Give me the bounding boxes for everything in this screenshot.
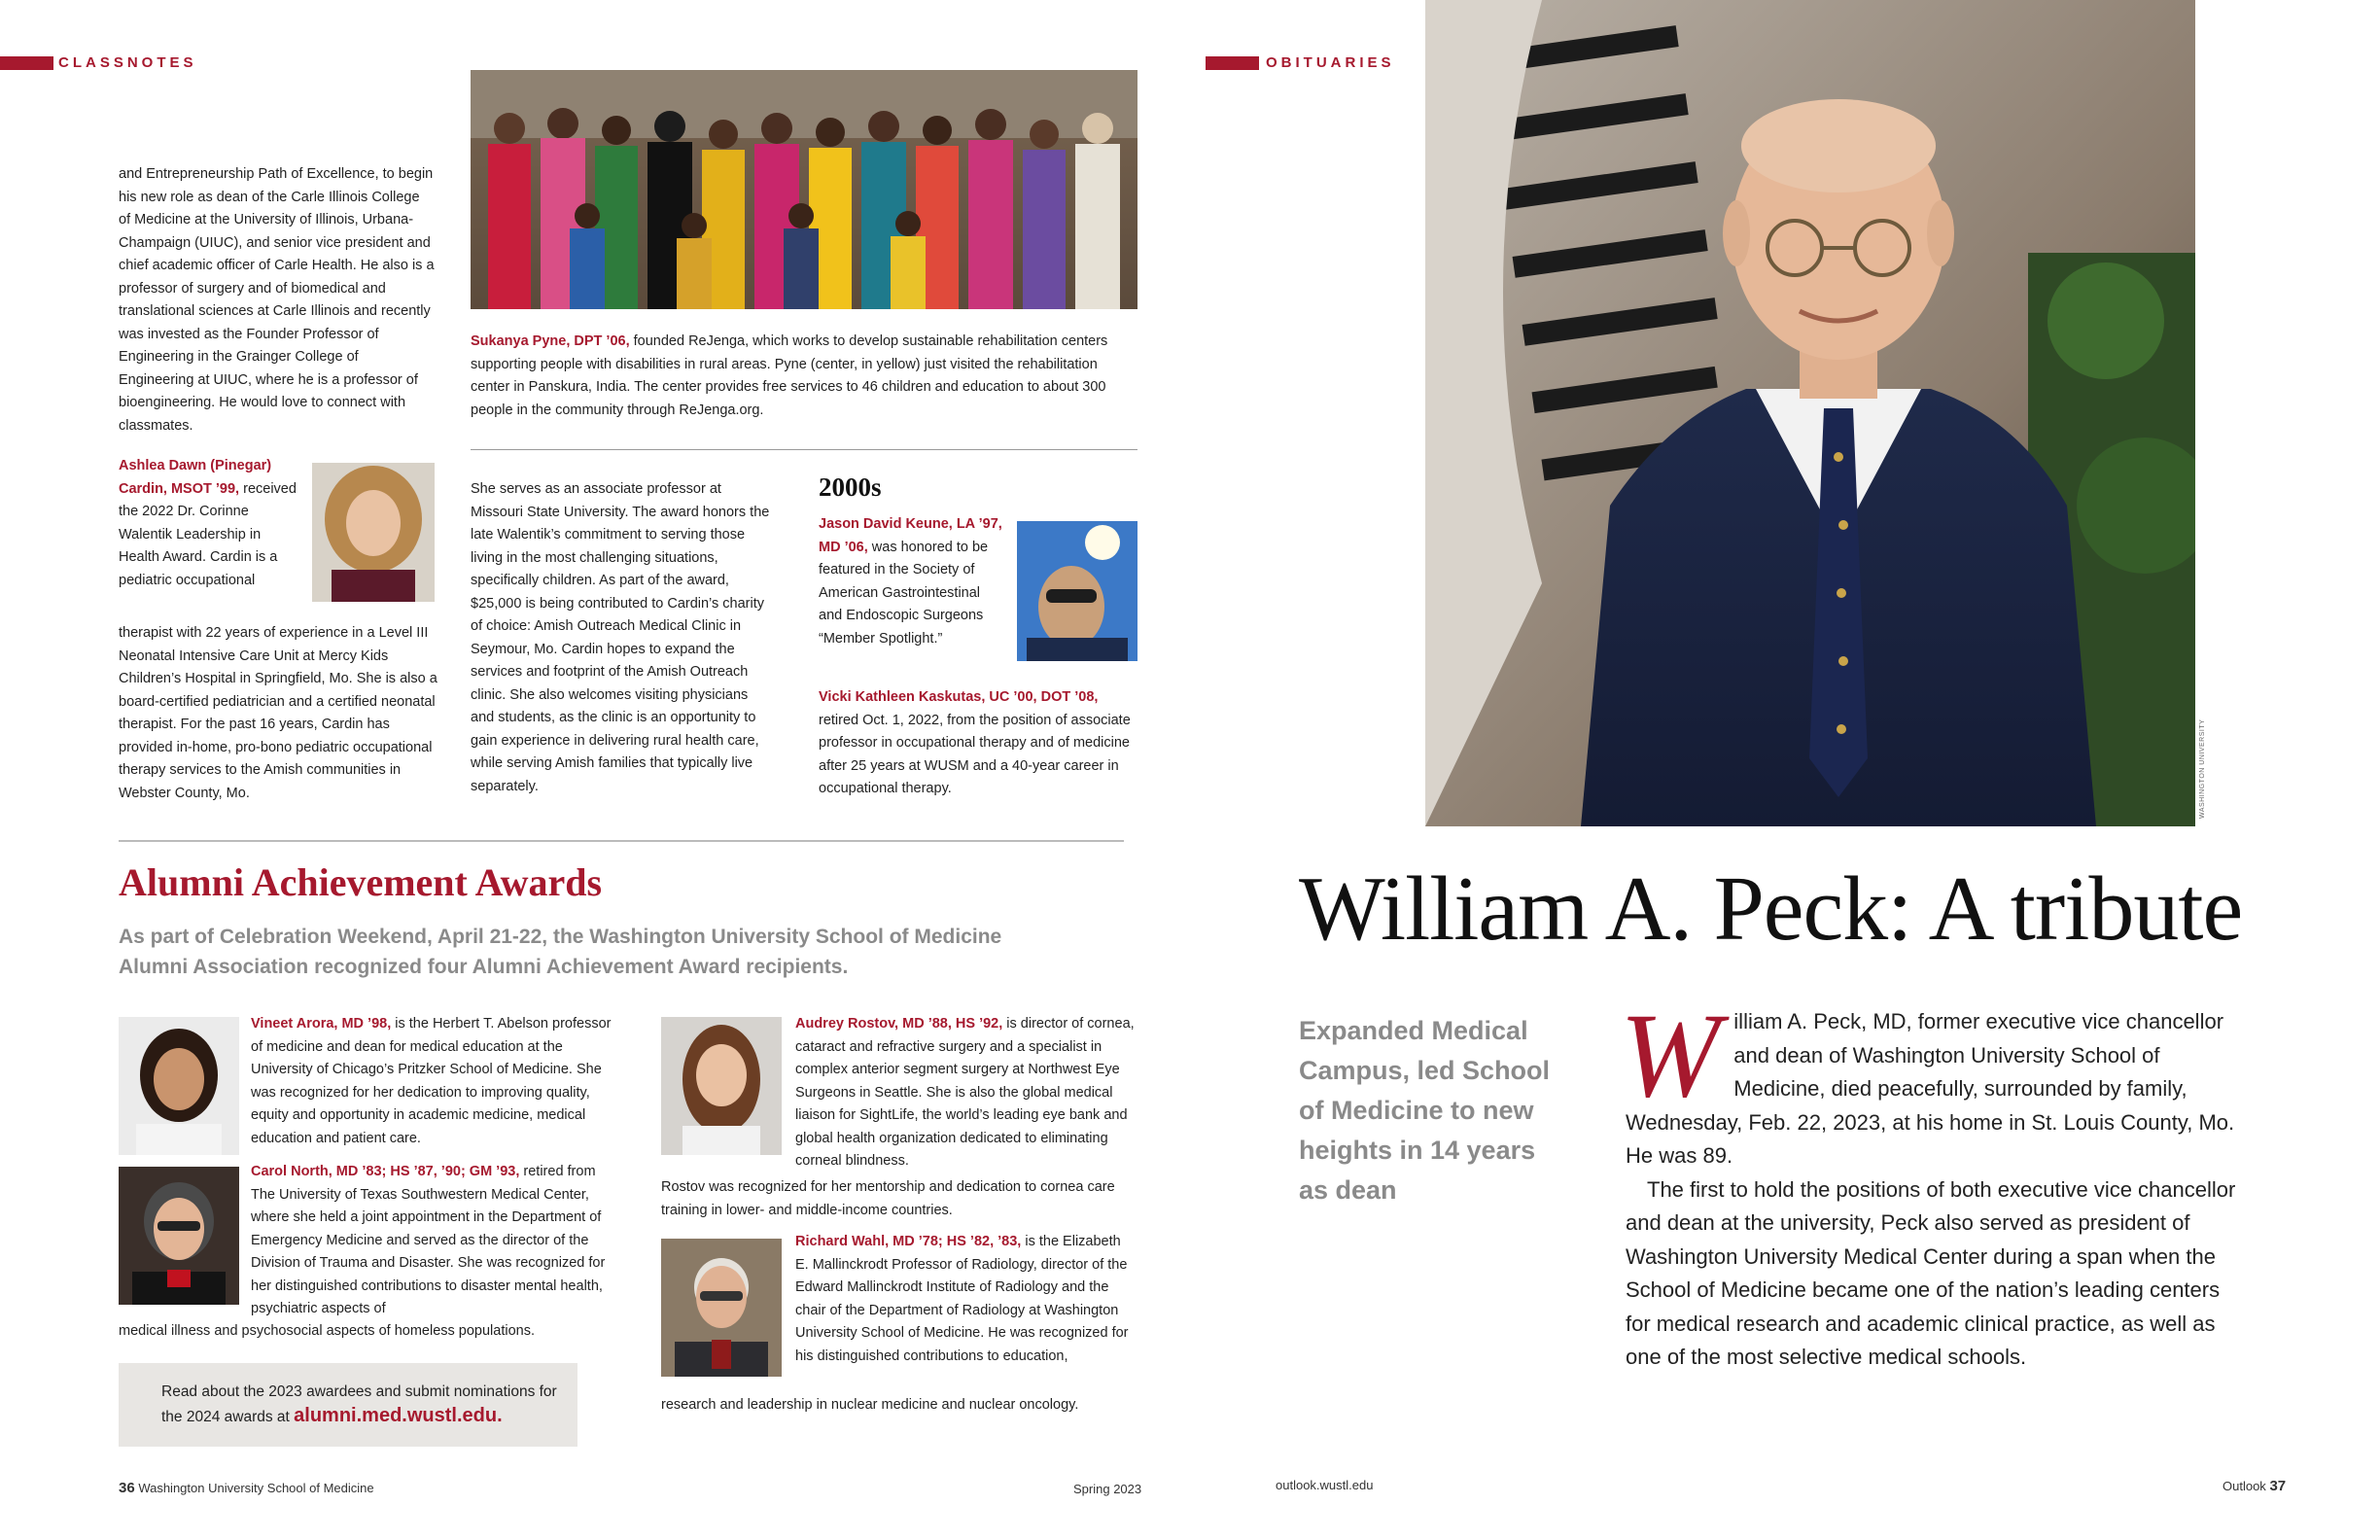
alumni-site-link[interactable]: alumni.med.wustl.edu. — [294, 1405, 503, 1426]
arora-text: is the Herbert T. Abelson professor of medicine and dean for medical education at the University of Chicago’s Pritzker School of Medicine. She was recognized for her dedication to improving quality, equity and opportunity in academic medicine, medical education and patient care. — [251, 1016, 612, 1146]
right-page-number: 37 — [2269, 1478, 2287, 1494]
wahl-portrait-image — [661, 1239, 782, 1377]
callout-text: Read about the 2023 awardees and submit nominations for the 2024 awards at — [161, 1383, 557, 1425]
kaskutas-entry — [819, 686, 1139, 801]
wahl-text: is the Elizabeth E. Mallinckrodt Professor of Radiology, director of the Edward Mallinckrodt Institute of Radiology and the chair of the Department of Radiology at Washington University School of Medicine. He was recognized for his distinguished contributions to education, — [795, 1234, 1129, 1364]
kaskutas-text: retired Oct. 1, 2022, from the position of associate professor in occupational therapy and of medicine after 25 years at WUSM and a 40-year career in occupational therapy. — [819, 712, 1131, 796]
awards-heading: Alumni Achievement Awards — [119, 860, 603, 904]
tribute-para-1: illiam A. Peck, MD, former executive vice chancellor and dean of Washington University School of Medicine, died peacefully, surrounded by family, Wednesday, Feb. 22, 2023, at his home in St. Louis County, Mo. He was 89. — [1626, 1009, 2235, 1168]
keune-name: Jason David Keune, LA ’97, MD ’06, — [819, 516, 1002, 555]
left-footer-issue: Spring 2023 — [1073, 1482, 1142, 1496]
callout-text-line — [161, 1381, 570, 1429]
intro-text: and Entrepreneurship Path of Excellence, to begin his new role as dean of the Carle Illinois College of Medicine at the University of Illinois, Urbana-Champaign (UIUC), and senior vice president and chief academic officer of Carle Health. He also is a professor of surgery and of biomedical and translational sciences at Carle Illinois and recently was invested as the Founder Professor of Engineering in the Grainger College of Engineering at UIUC, where he is a professor of bioengineering. He would love to connect with classmates. — [119, 166, 435, 434]
north-entry — [251, 1161, 622, 1321]
peck-portrait — [1425, 0, 2195, 826]
cardin-name: Ashlea Dawn (Pinegar) Cardin, MSOT ’99, — [119, 458, 272, 497]
divider-upper — [471, 449, 1138, 450]
rostov-name: Audrey Rostov, MD ’88, HS ’92, — [795, 1016, 1003, 1032]
north-portrait-image — [119, 1167, 239, 1305]
cardin-portrait-image — [312, 463, 435, 602]
right-footer — [2222, 1478, 2286, 1494]
rejenga-group-photo — [471, 70, 1138, 309]
divider-awards — [119, 840, 1124, 842]
left-footer — [119, 1480, 374, 1496]
section-bar-obituaries — [1206, 56, 1259, 70]
cardin-entry-start — [119, 455, 303, 592]
peck-portrait-image — [1425, 0, 2195, 826]
cardin-text-2: therapist with 22 years of experience in a Level III Neonatal Intensive Care Unit at Mercy Kids Children’s Hospital in Springfield, Mo. She is also a board-certified pediatrician and a certified neonatal therapist. For the past 16 years, Cardin has provided in-home, pro-bono pediatric occupational therapy services to the Amish communities in Webster County, Mo. — [119, 625, 438, 801]
decade-heading: 2000s — [819, 472, 882, 502]
rostov-entry — [795, 1013, 1138, 1173]
north-text-tail: medical illness and psychosocial aspects of homeless populations. — [119, 1323, 535, 1339]
wahl-entry — [795, 1231, 1138, 1368]
wahl-text-tail: research and leadership in nuclear medicine and nuclear oncology. — [661, 1397, 1079, 1413]
tribute-title: William A. Peck: A tribute — [1299, 858, 2243, 960]
left-footer-school: Washington University School of Medicine — [138, 1481, 374, 1495]
caption-text: founded ReJenga, which works to develop sustainable rehabilitation centers supporting people with disabilities in rural areas. Pyne (center, in yellow) just visited the rehabilitation center in Panskura, India. The center provides free services to 46 children and education to about 300 people in the community through ReJenga.org. — [471, 333, 1108, 418]
group-photo-image — [471, 70, 1138, 309]
rostov-portrait-image — [661, 1017, 782, 1155]
dropcap: W — [1620, 989, 1721, 1122]
cardin-text-1: received the 2022 Dr. Corinne Walentik Leadership in Health Award. Cardin is a pediatric occupational — [119, 480, 297, 588]
tribute-para-2: The first to hold the positions of both executive vice chancellor and dean at the university, Peck also served as president of Washington University Medical Center during a span when the School of Medicine became one of the nation’s leading centers for medical research and academic clinical practice, as well as one of the most selective medical schools. — [1626, 1176, 2236, 1369]
section-label-classnotes: CLASSNOTES — [58, 54, 197, 71]
north-name: Carol North, MD ’83; HS ’87, ’90; GM ’93, — [251, 1164, 520, 1179]
keune-portrait-image — [1017, 521, 1138, 661]
wahl-name: Richard Wahl, MD ’78; HS ’82, ’83, — [795, 1234, 1022, 1249]
caption-name: Sukanya Pyne, DPT ’06, — [471, 333, 630, 349]
keune-entry — [819, 513, 1003, 650]
north-portrait — [119, 1167, 239, 1305]
arora-portrait-image — [119, 1017, 239, 1155]
awards-intro: As part of Celebration Weekend, April 21-22, the Washington University School of Medicine Alumni Association recognized four Alumni Achievement Award recipients. — [119, 926, 1002, 978]
section-label-obituaries: OBITUARIES — [1266, 54, 1395, 71]
left-page-number: 36 — [119, 1480, 135, 1496]
keune-portrait — [1017, 521, 1138, 661]
right-footer-url: outlook.wustl.edu — [1276, 1478, 1374, 1492]
arora-portrait — [119, 1017, 239, 1155]
rostov-text: is director of cornea, cataract and refractive surgery and a specialist in complex anterior segment surgery at Northwest Eye Surgeons in Seattle. She is also the global medical liaison for SightLife, the world’s leading eye bank and global health organization dedicated to eliminating corneal blindness. — [795, 1016, 1135, 1169]
cardin-portrait — [312, 463, 435, 602]
cardin-text-3: She serves as an associate professor at Missouri State University. The award honors the late Walentik’s commitment to serving those living in the most challenging situations, specifically children. As part of the award, $25,000 is being contributed to Cardin’s charity of choice: Amish Outreach Medical Clinic in Seymour, Mo. Cardin hopes to expand the services and footprint of the Amish Outreach clinic. She also welcomes visiting physicians and students, as the clinic is an opportunity to gain experience in delivering rural health care, while serving Amish families that typically live separately. — [471, 481, 770, 794]
tribute-body — [1620, 989, 2248, 1375]
photo-credit: WASHINGTON UNIVERSITY — [2199, 718, 2206, 819]
right-footer-magazine: Outlook — [2222, 1479, 2266, 1493]
north-text: retired from The University of Texas Southwestern Medical Center, where she held a joint appointment in the Department of Emergency Medicine and served as the director of the Division of Trauma and Disaster. She was recognized for her distinguished contributions to disaster mental health, psychiatric aspects of — [251, 1164, 606, 1316]
kaskutas-name: Vicki Kathleen Kaskutas, UC ’00, DOT ’08, — [819, 689, 1099, 705]
awards-callout — [119, 1363, 578, 1447]
group-photo-caption — [471, 331, 1138, 422]
arora-name: Vineet Arora, MD ’98, — [251, 1016, 392, 1032]
rostov-text-tail: Rostov was recognized for her mentorship and dedication to cornea care training in lower- and middle-income countries. — [661, 1179, 1115, 1218]
arora-entry — [251, 1013, 622, 1150]
keune-text: was honored to be featured in the Society of American Gastrointestinal and Endoscopic Surgeons “Member Spotlight.” — [819, 539, 989, 647]
wahl-portrait — [661, 1239, 782, 1377]
section-bar — [0, 56, 53, 70]
rostov-portrait — [661, 1017, 782, 1155]
tribute-deck: Expanded Medical Campus, led School of Medicine to new heights in 14 years as dean — [1299, 1016, 1551, 1205]
